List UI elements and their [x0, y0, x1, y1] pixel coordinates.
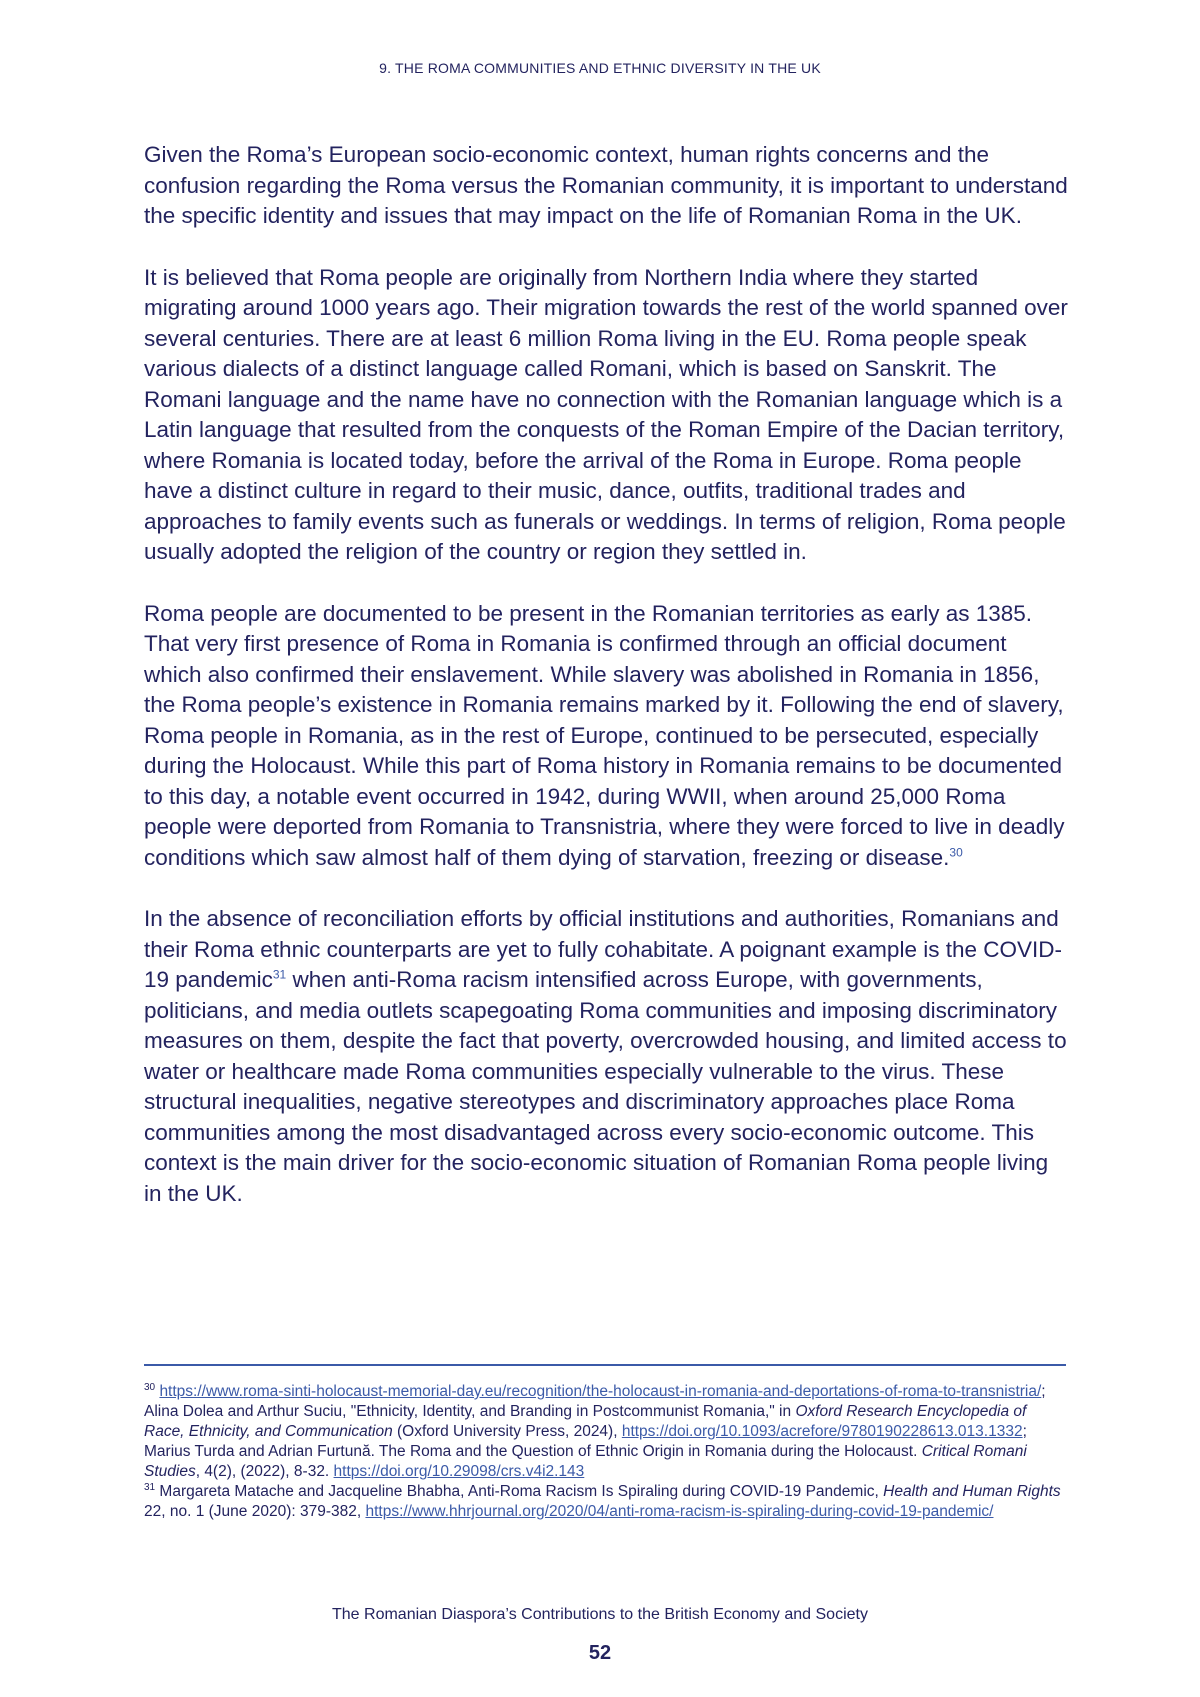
footnote-30-text-1: ; Alina Dolea and Arthur Suciu, "Ethnicity, Identity, and Branding in Postcommunist Romania," in — [144, 1383, 1046, 1420]
footnote-30-text-3: ; Marius Turda and Adrian Furtună. The Roma and the Question of Ethnic Origin in Romania during the Holocaust. — [144, 1423, 1027, 1460]
footnote-30-text-2: (Oxford University Press, 2024), — [392, 1423, 622, 1440]
paragraph-3 — [144, 599, 1069, 874]
paragraph-2: It is believed that Roma people are originally from Northern India where they started migrating around 1000 years ago. Their migration towards the rest of the world spanned over several centuries. There are at least 6 million Roma living in the EU. Roma people speak various dialects of a distinct language called Romani, which is based on Sanskrit. The Romani language and the name have no connection with the Romanian language which is a Latin language that resulted from the conquests of the Roman Empire of the Dacian territory, where Romania is located today, before the arrival of the Roma in Europe. Roma people have a distinct culture in regard to their music, dance, outfits, traditional trades and approaches to family events such as funerals or weddings. In terms of religion, Roma people usually adopted the religion of the country or region they settled in. — [144, 264, 1068, 564]
running-footer: The Romanian Diaspora’s Contributions to the British Economy and Society — [332, 1606, 868, 1623]
footnote-ref-31[interactable]: 31 — [272, 967, 287, 982]
footnote-divider — [144, 1364, 1066, 1366]
paragraph-4-text-b: when anti-Roma racism intensified across Europe, with governments, politicians, and media outlets scapegoating Roma communities and imposing discriminatory measures on them, despite the fact that poverty, overcrowded housing, and limited access to water or healthcare made Roma communities especially vulnerable to the virus. These structural inequalities, negative stereotypes and discriminatory approaches place Roma communities among the most disadvantaged across every socio-economic outcome. This context is the main driver for the socio-economic situation of Romanian Roma people living in the UK. — [144, 967, 1067, 1206]
footnote-ref-30[interactable]: 30 — [949, 845, 963, 859]
footnote-31-text-2: 22, no. 1 (June 2020): 379-382, — [144, 1503, 366, 1520]
main-content — [144, 140, 1069, 1240]
footnote-30 — [144, 1382, 1069, 1482]
footnote-30-link-doi-acrefore[interactable]: https://doi.org/10.1093/acrefore/9780190228613.013.1332 — [621, 1423, 1023, 1440]
footnote-number-31: 31 — [144, 1481, 156, 1493]
footnote-31-link-hhrjournal[interactable]: https://www.hhrjournal.org/2020/04/anti-roma-racism-is-spiraling-during-covid-19-pandemic/ — [365, 1503, 994, 1520]
footnote-30-title-journal: Critical Romani Studies — [144, 1443, 1027, 1480]
running-header: 9. THE ROMA COMMUNITIES AND ETHNIC DIVERSITY IN THE UK — [379, 60, 821, 76]
footnote-30-title-encyclopedia: Oxford Research Encyclopedia of Race, Ethnicity, and Communication — [144, 1403, 1027, 1440]
footnote-31-text-1: Margareta Matache and Jacqueline Bhabha, Anti-Roma Racism Is Spiraling during COVID-19 Pandemic, — [155, 1483, 884, 1500]
paragraph-4-text-a: In the absence of reconciliation efforts by official institutions and authorities, Romanians and their Roma ethnic counterparts are yet to fully cohabitate. A poignant example is the COVID-19 pandemic — [144, 906, 1062, 992]
footnote-number-30: 30 — [144, 1381, 156, 1393]
footnote-30-link-doi-crs[interactable]: https://doi.org/10.29098/crs.v4i2.143 — [333, 1463, 585, 1480]
paragraph-3-text: Roma people are documented to be present in the Romanian territories as early as 1385. That very first presence of Roma in Romania is confirmed through an official document which also confirmed their enslavement. While slavery was abolished in Romania in 1856, the Roma people’s existence in Romania remains marked by it. Following the end of slavery, Roma people in Romania, as in the rest of Europe, continued to be persecuted, especially during the Holocaust. While this part of Roma history in Romania remains to be documented to this day, a notable event occurred in 1942, during WWII, when around 25,000 Roma people were deported from Romania to Transnistria, where they were forced to live in deadly conditions which saw almost half of them dying of starvation, freezing or disease. — [144, 600, 1065, 870]
paragraph-4 — [144, 904, 1069, 1209]
page-number: 52 — [588, 1642, 612, 1664]
paragraph-1: Given the Roma’s European socio-economic context, human rights concerns and the confusion regarding the Roma versus the Romanian community, it is important to understand the specific identity and issues that may impact on the life of Romanian Roma in the UK. — [144, 142, 1068, 228]
footnote-31 — [144, 1482, 1069, 1522]
footnote-30-text-4: , 4(2), (2022), 8-32. — [195, 1463, 334, 1480]
footnote-30-link-holocaust-memorial[interactable]: https://www.roma-sinti-holocaust-memorial-day.eu/recognition/the-holocaust-in-romania-and-deportations-of-roma-to-transnistria/ — [159, 1383, 1042, 1400]
footnotes — [144, 1382, 1069, 1522]
footnote-31-title-journal: Health and Human Rights — [883, 1483, 1061, 1500]
